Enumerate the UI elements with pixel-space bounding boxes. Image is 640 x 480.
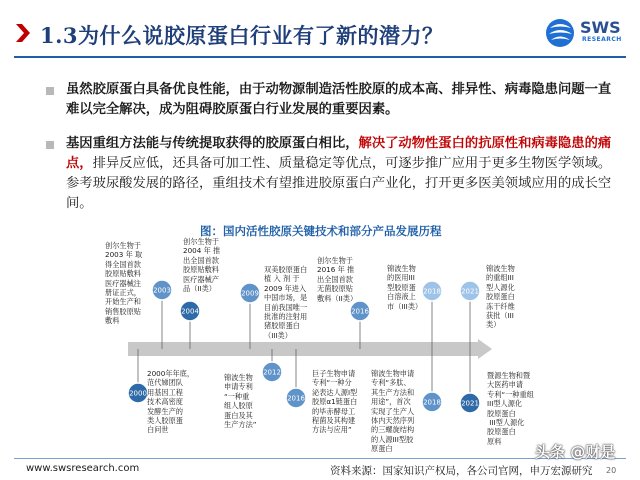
annotation-2009: 双美胶原蛋白 植 入 剂 于 2009 年进入 中国市场，是 目前我国唯一 批准的注射用 猪胶原蛋白 （III类） bbox=[264, 265, 308, 340]
timeline-node-top-2021-label: 2021 bbox=[461, 287, 479, 296]
timeline-node-top-2009-label: 2009 bbox=[241, 289, 259, 298]
page-number: 20 bbox=[606, 466, 617, 475]
timeline-node-top-2004-label: 2004 bbox=[181, 307, 199, 316]
logo-text: SWS bbox=[580, 18, 621, 37]
paragraph-2-rest: 排异反应低，还具备可加工性、质量稳定等优点，可逐步推广应用于更多生物医学领域。参考玻尿酸发展的路径，重组技术有望推进胶原蛋白产业化，打开更多医美领域应用的成长空间。 bbox=[66, 156, 612, 211]
timeline-node-bottom-2021-label: 2021 bbox=[461, 399, 479, 408]
annotation-2016-bottom: 巨子生物申请 专利“一种分 泌表达人源I型 胶原α1链蛋白 的毕赤酵母工 程菌及其构建 方法与应用” bbox=[312, 369, 358, 435]
annotation-2012: 锦波生物 申请专利 “一种重 组人胶原 蛋白及其 生产方法” bbox=[224, 373, 257, 430]
annotation-2021-top: 锦波生物 的重组III 型人源化 胶原蛋白 冻干纤维 获批（III 类） bbox=[486, 264, 515, 330]
timeline-node-top-2018-label: 2018 bbox=[423, 287, 441, 296]
figure-title: 图：国内活性胶原关键技术和部分产品发展历程 bbox=[200, 224, 442, 238]
timeline-node-top-2016-label: 2016 bbox=[351, 307, 369, 316]
annotation-2021-bottom: 暨源生物和暨 大医药申请 专利“一种重组 III型人源化 胶原蛋白 III型人源化 胶原蛋白 原料 bbox=[487, 371, 534, 446]
watermark: 头条 @财是 bbox=[535, 443, 616, 461]
annotation-2018-bottom: 锦波生物申请 专利“多肽、 其生产方法和 用途”，首次 实现了生产人 体内天然序列 的三螺旋结构 的人源III型胶 原蛋白 bbox=[371, 369, 415, 454]
paragraph-2-highlight: 解决了动物性蛋白的抗原性和病毒隐患的痛点， bbox=[66, 136, 612, 171]
timeline-node-bottom-2000-label: 2000 bbox=[129, 389, 147, 398]
annotation-2003: 创尔生物于 2003 年 取 得全国首款 胶原贴敷料 医疗器械注 册证正式， 开始生产和 销售胶原贴 敷料 bbox=[105, 241, 143, 326]
timeline-node-bottom-2012-label: 2012 bbox=[263, 368, 281, 377]
annotation-2016-top: 创尔生物于 2016 年 推 出全国首款 无菌胶原贴 敷料（II类） bbox=[317, 256, 358, 303]
page-title: 1.3为什么说胶原蛋白行业有了新的潜力？ bbox=[40, 23, 444, 48]
footer-url[interactable]: www.swsresearch.com bbox=[26, 463, 140, 474]
logo-subtitle: RESEARCH bbox=[582, 36, 622, 43]
annotation-2004: 创尔生物于 2004 年 推 出全国首款 胶原贴敷料 医疗器械产 品（II类） bbox=[183, 237, 221, 294]
paragraph-1-text: 虽然胶原蛋白具备优良性能，由于动物源制造活性胶原的成本高、排异性、病毒隐患问题一直难以完全解决，成为阻碍胶原蛋白行业发展的重要因素。 bbox=[66, 82, 612, 117]
footer-source: 资料来源：国家知识产权局，各公司官网，申万宏源研究 bbox=[330, 465, 593, 477]
paragraph-2-lead: 基因重组方法能与传统提取获得的胶原蛋白相比， bbox=[66, 136, 359, 151]
timeline-node-bottom-2016-label: 2016 bbox=[287, 394, 305, 403]
timeline-node-bottom-2018-label: 2018 bbox=[423, 398, 441, 407]
annotation-2018-top: 锦波生物 的医用III 型胶原蛋 白溶液上 市（III类） bbox=[387, 264, 423, 311]
annotation-2000: 2000年年底， 范代娣团队 用基因工程 技术高密度 发酵生产的 类人胶原蛋 白问世 bbox=[147, 369, 195, 435]
timeline-node-top-2003-label: 2003 bbox=[153, 286, 171, 295]
